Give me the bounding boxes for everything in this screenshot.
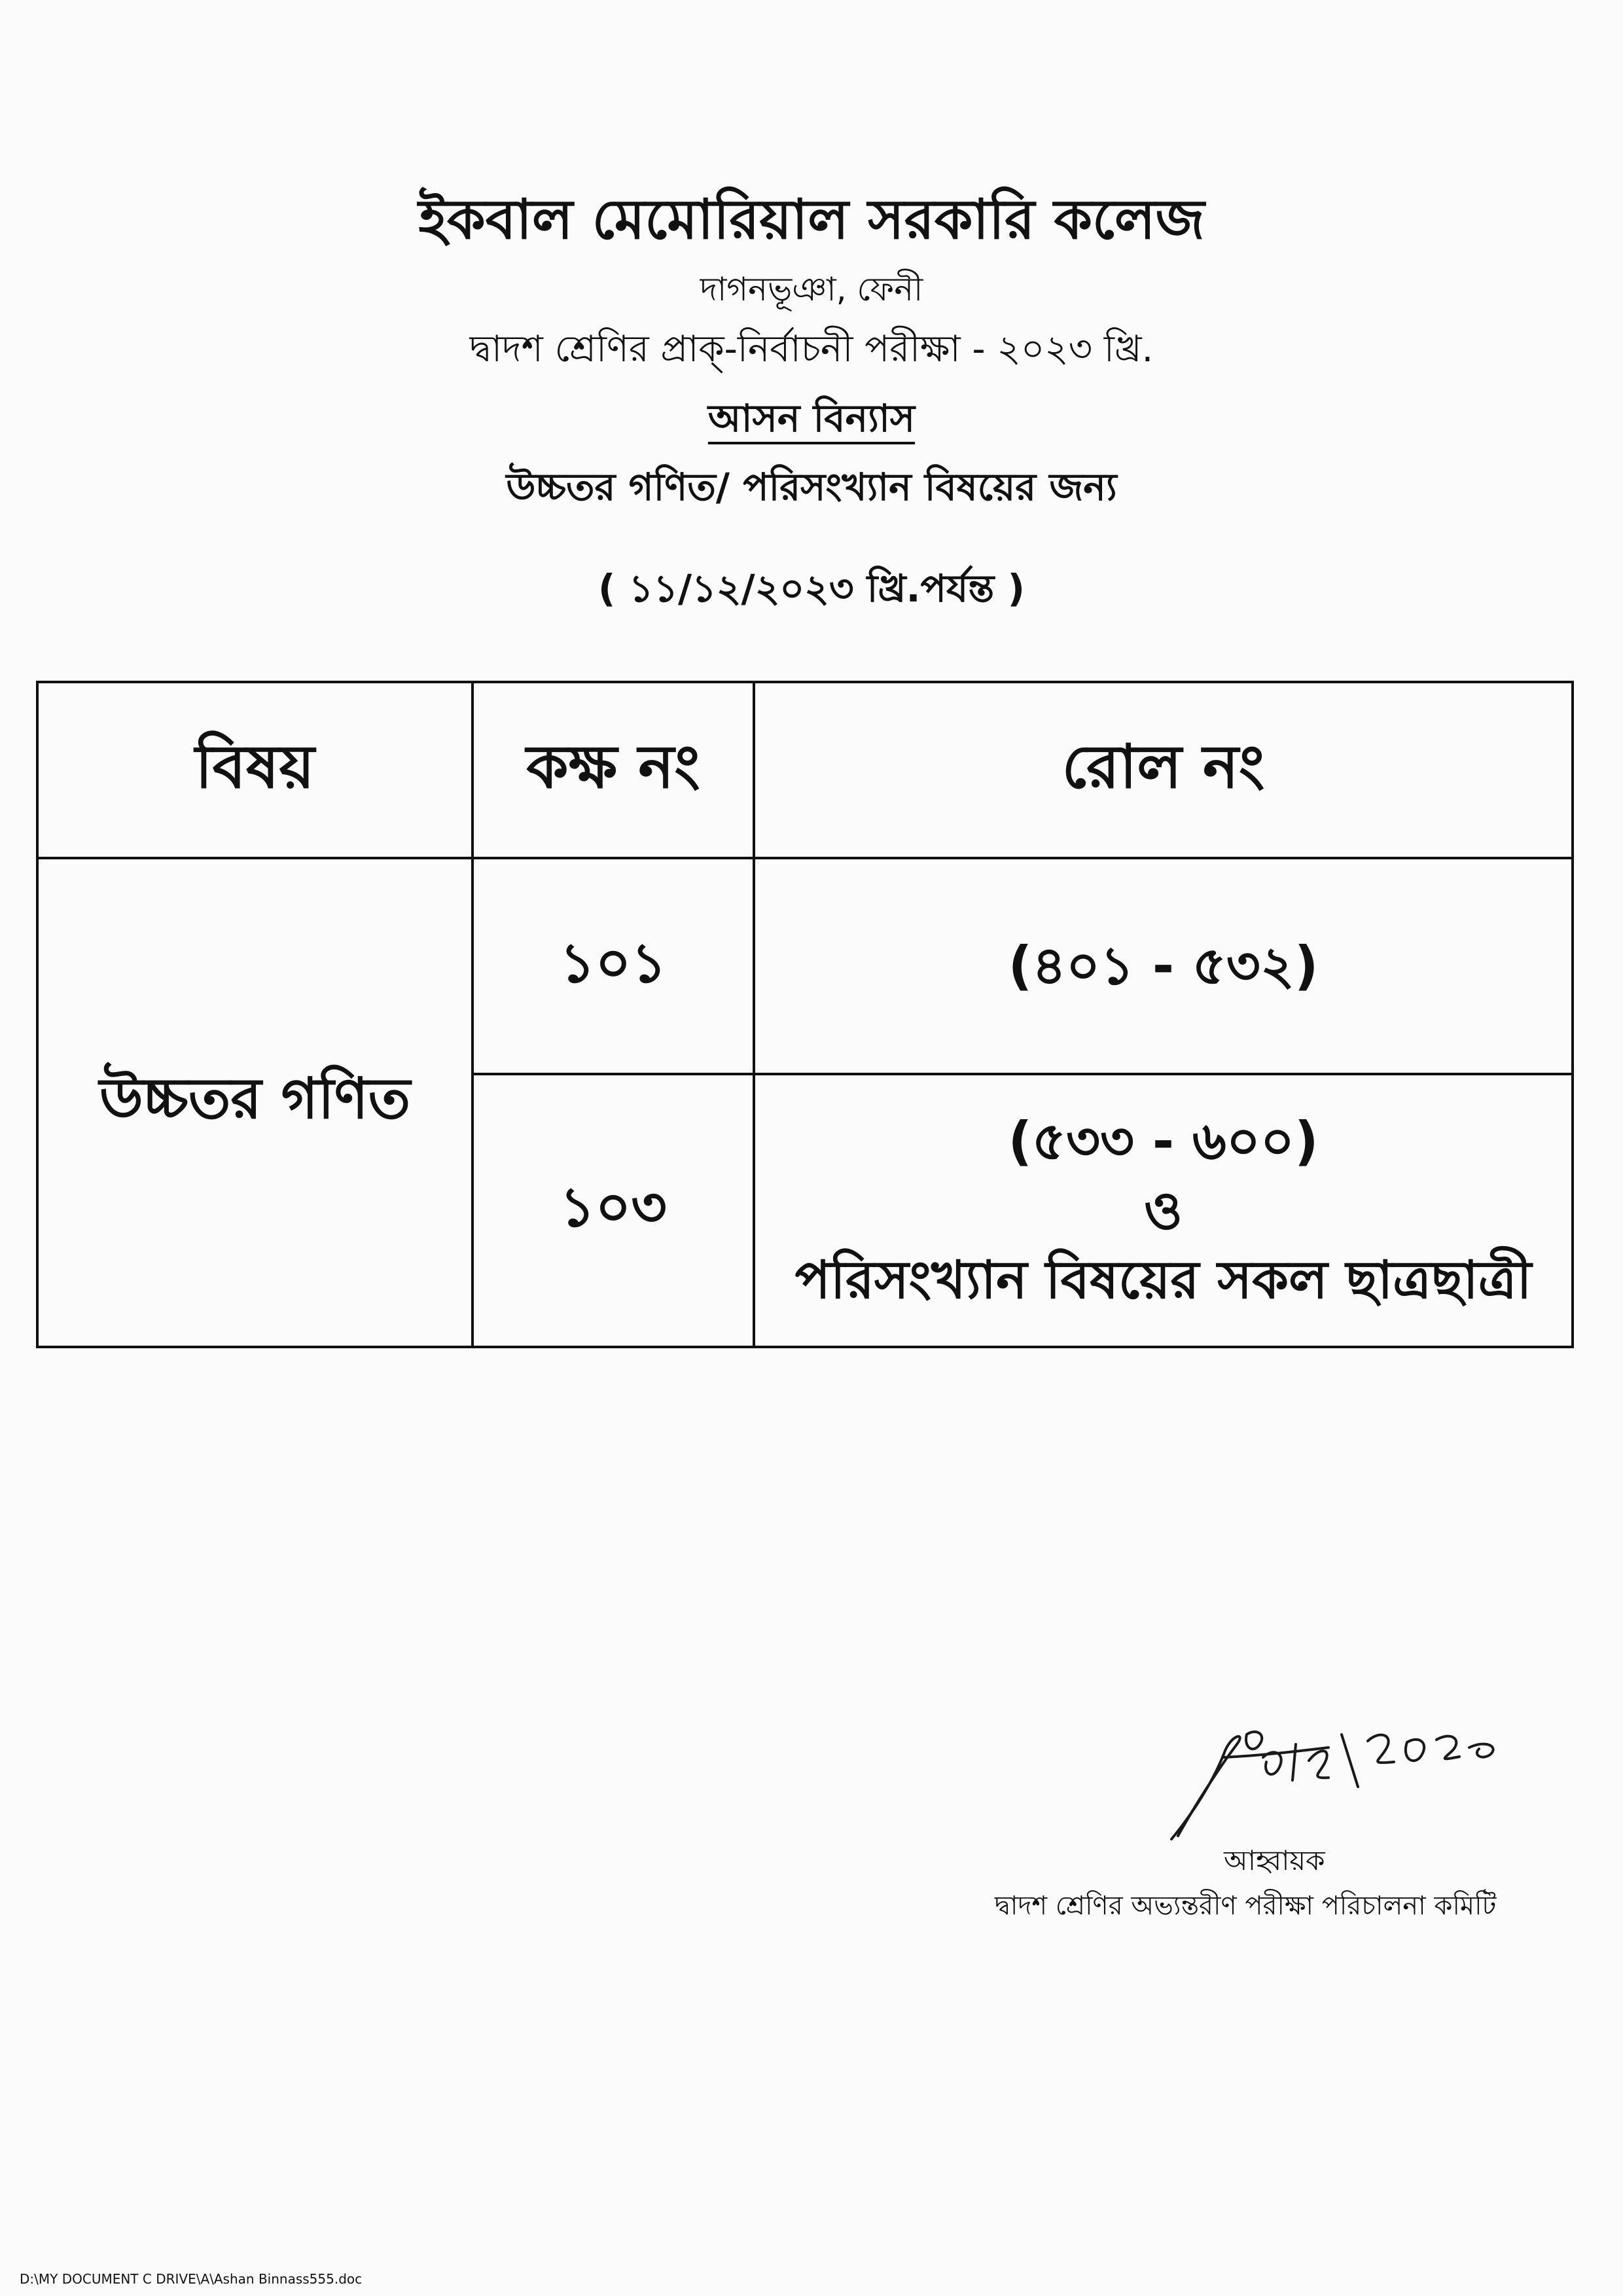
roll-cell: [754, 1074, 1573, 1347]
subjects-line: উচ্চতর গণিত/ পরিসংখ্যান বিষয়ের জন্য: [506, 465, 1117, 509]
subject-cell: উচ্চতর গণিত: [37, 858, 473, 1347]
seating-table: [36, 681, 1574, 1348]
convener-label: আহ্বায়ক: [1224, 1844, 1325, 1876]
date-line: ( ১১/১২/২০২৩ খ্রি.পর্যন্ত ): [598, 566, 1025, 611]
room-cell: ১০৩: [473, 1074, 754, 1347]
roll-conjunction: ও: [1144, 1179, 1183, 1241]
table-header-row: [37, 682, 1573, 858]
header-roll: রোল নং: [754, 682, 1573, 858]
roll-range: (৫৩৩ - ৬০০): [1008, 1110, 1319, 1172]
college-name: ইকবাল মেমোরিয়াল সরকারি কলেজ: [418, 187, 1205, 251]
section-title: [0, 389, 1623, 453]
header-room: কক্ষ নং: [473, 682, 754, 858]
room-cell: ১০১: [473, 858, 754, 1074]
handwritten-signature: [1132, 1708, 1525, 1846]
roll-cell: (৪০১ - ৫৩২): [754, 858, 1573, 1074]
roll-extra: পরিসংখ্যান বিষয়ের সকল ছাত্রছাত্রী: [794, 1249, 1532, 1310]
table-row: [37, 858, 1573, 1074]
committee-label: দ্বাদশ শ্রেণির অভ্যন্তরীণ পরীক্ষা পরিচালনা কমিটি: [995, 1891, 1497, 1921]
file-path: D:\MY DOCUMENT C DRIVE\A\Ashan Binnass555.doc: [20, 2271, 363, 2287]
header-subject: বিষয়: [37, 682, 473, 858]
college-location: দাগনভূঞা, ফেনী: [700, 270, 923, 308]
section-title-text: আসন বিন্যাস: [707, 396, 916, 440]
exam-title: দ্বাদশ শ্রেণির প্রাক্-নির্বাচনী পরীক্ষা - ২০২৩ খ্রি.: [469, 328, 1154, 370]
